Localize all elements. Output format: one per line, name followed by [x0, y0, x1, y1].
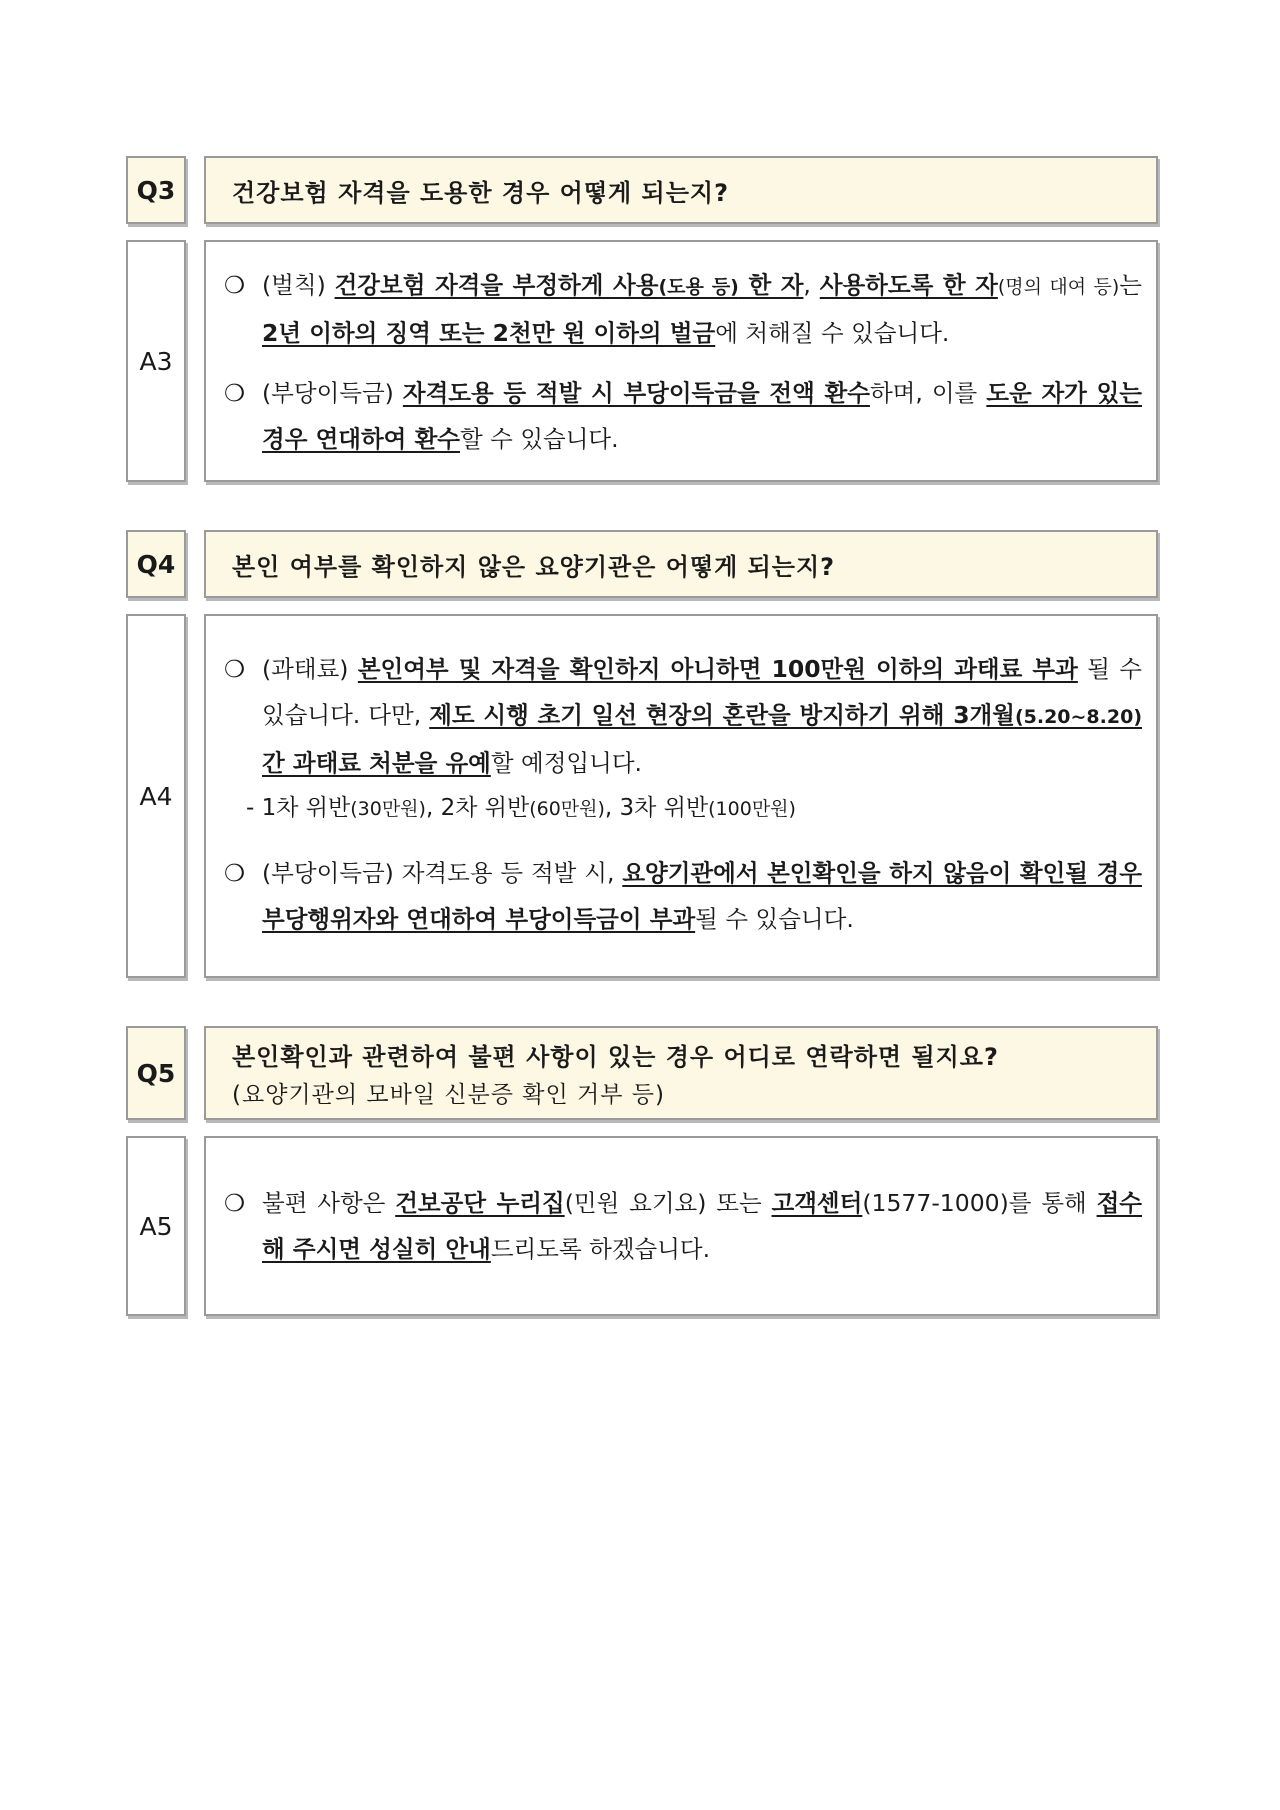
a4-item1-tail: 할 예정입니다. — [490, 749, 643, 777]
a3-item-penalty — [224, 262, 1142, 356]
a3-item2-bold2: 도운 자가 있는 경우 연대하여 환수 — [262, 379, 1142, 453]
a3-answer-box — [204, 240, 1158, 482]
q3-label-text: Q3 — [136, 175, 176, 205]
circle-bullet-icon: ❍ — [224, 859, 246, 887]
q4-question-box — [204, 530, 1158, 598]
a4-violation-list: - 1차 위반(30만원), 2차 위반(60만원), 3차 위반(100만원) — [246, 795, 796, 821]
a4-item-fine — [224, 646, 1142, 786]
a5-item1-mid: (민원 요기요) 또는 — [564, 1189, 772, 1217]
a3-item2-bold1: 자격도용 등 적발 시 부당이득금을 전액 환수 — [402, 379, 870, 407]
q4-question: 본인 여부를 확인하지 않은 요양기관은 어떻게 되는지? — [232, 552, 836, 581]
q4-label — [126, 530, 186, 598]
a4-item1-prefix: (과태료) — [262, 655, 358, 683]
a3-item1-bold3: 2년 이하의 징역 또는 2천만 원 이하의 벌금 — [262, 319, 716, 347]
a4-item1-mid: 될 수 있습니다. 다만, — [262, 655, 1143, 729]
circle-bullet-icon: ❍ — [224, 379, 246, 407]
a4-item2-tail: 될 수 있습니다. — [695, 905, 854, 933]
a3-item1-tail: 에 처해질 수 있습니다. — [715, 319, 950, 347]
a4-item2-prefix: (부당이득금) 자격도용 등 적발 시, — [262, 859, 623, 887]
a4-item-unjust-enrichment — [224, 850, 1142, 942]
a3-item2-tail: 할 수 있습니다. — [459, 425, 619, 453]
q3-question-box — [204, 156, 1158, 224]
a3-label-text: A3 — [139, 346, 173, 376]
a3-item1-sep: , — [803, 271, 820, 299]
a5-item1-bold1: 건보공단 누리집 — [395, 1189, 565, 1217]
a5-item1-bold3: 접수해 주시면 성실히 안내 — [262, 1189, 1142, 1263]
a3-label — [126, 240, 186, 482]
a5-answer-box — [204, 1136, 1158, 1316]
a4-label — [126, 614, 186, 978]
a5-label — [126, 1136, 186, 1316]
q3-label — [126, 156, 186, 224]
q5-question-box — [204, 1026, 1158, 1120]
q4-label-text: Q4 — [136, 549, 176, 579]
q5-question: 본인확인과 관련하여 불편 사항이 있는 경우 어디로 연락하면 될지요? — [232, 1043, 999, 1071]
a4-item1-bold2: 제도 시행 초기 일선 현장의 혼란을 방지하기 위해 3개월(5.20~8.20)간 과태료 처분을 유예 — [262, 701, 1142, 777]
q5-subquestion: (요양기관의 모바일 신분증 확인 거부 등) — [232, 1082, 665, 1108]
q3-question: 건강보험 자격을 도용한 경우 어떻게 되는지? — [232, 178, 730, 207]
a5-label-text: A5 — [139, 1211, 173, 1241]
a3-item1-bold2: 사용하도록 한 자 — [819, 271, 998, 299]
q5-label-text: Q5 — [136, 1058, 176, 1088]
a3-item1-small2: (명의 대여 등) — [997, 276, 1120, 298]
circle-bullet-icon: ❍ — [224, 271, 246, 299]
circle-bullet-icon: ❍ — [224, 1189, 246, 1217]
a5-item1-mid2: (1577-1000)를 통해 — [862, 1189, 1097, 1217]
circle-bullet-icon: ❍ — [224, 655, 246, 683]
a3-item2-mid: 하며, 이를 — [869, 379, 987, 407]
a5-item-contact — [224, 1180, 1142, 1272]
a4-answer-box — [204, 614, 1158, 978]
a3-item2-prefix: (부당이득금) — [262, 379, 403, 407]
a5-item1-bold2: 고객센터 — [771, 1189, 863, 1217]
q5-label — [126, 1026, 186, 1120]
a3-item1-prefix: (벌칙) — [262, 271, 335, 299]
a5-item1-tail: 드리도록 하겠습니다. — [490, 1235, 711, 1263]
a4-label-text: A4 — [139, 781, 173, 811]
a3-item-unjust-enrichment — [224, 370, 1142, 462]
a3-item1-bold1: 건강보험 자격을 부정하게 사용(도용 등) 한 자 — [334, 271, 804, 299]
a5-item1-prefix: 불편 사항은 — [262, 1189, 396, 1217]
a3-item1-mid: 는 — [1119, 271, 1142, 299]
a4-item1-bold1: 본인여부 및 자격을 확인하지 아니하면 100만원 이하의 과태료 부과 — [357, 655, 1078, 683]
a4-item2-bold1: 요양기관에서 본인확인을 하지 않음이 확인될 경우 부당행위자와 연대하여 부당이득금이 부과 — [262, 859, 1142, 933]
